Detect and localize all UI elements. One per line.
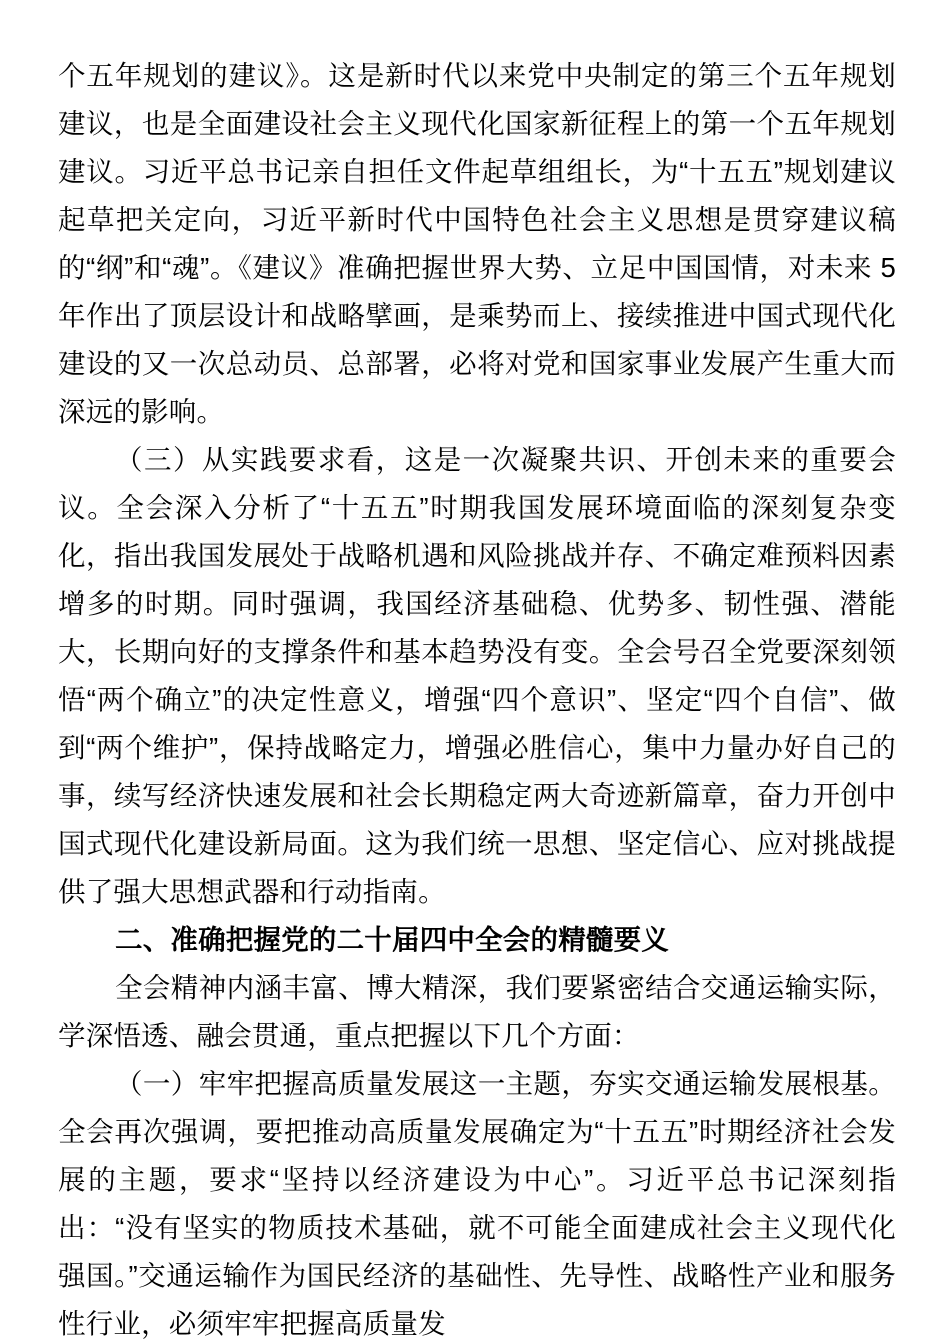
heading-section-two: 二、准确把握党的二十届四中全会的精髓要义 (115, 924, 669, 955)
document-text-body (58, 52, 896, 1344)
paragraph-spirit-intro: 全会精神内涵丰富、博大精深，我们要紧密结合交通运输实际，学深悟透、融会贯通，重点把握以下几个方面： (58, 972, 896, 1051)
paragraph-continuation-five-year-plan: 个五年规划的建议》。这是新时代以来党中央制定的第三个五年规划建议，也是全面建设社会主义现代化国家新征程上的第一个五年规划建议。习近平总书记亲自担任文件起草组组长，为“十五五”规划建议起草把关定向，习近平新时代中国特色社会主义思想是贯穿建议稿的“纲”和“魂”。《建议》准确把握世界大势、立足中国国情，对未来 5 年作出了顶层设计和战略擘画，是乘势而上、接续推进中国式现代化建设的又一次总动员、总部署，必将对党和国家事业发展产生重大而深远的影响。 (58, 60, 896, 427)
paragraph-section-one-high-quality: （一）牢牢把握高质量发展这一主题，夯实交通运输发展根基。全会再次强调，要把推动高质量发展确定为“十五五”时期经济社会发展的主题，要求“坚持以经济建设为中心”。习近平总书记深刻指出：“没有坚实的物质技术基础，就不可能全面建成社会主义现代化强国。”交通运输作为国民经济的基础性、先导性、战略性产业和服务性行业，必须牢牢把握高质量发 (58, 1068, 896, 1339)
paragraph-section-three-practice: （三）从实践要求看，这是一次凝聚共识、开创未来的重要会议。全会深入分析了“十五五”时期我国发展环境面临的深刻复杂变化，指出我国发展处于战略机遇和风险挑战并存、不确定难预料因素增多的时期。同时强调，我国经济基础稳、优势多、韧性强、潜能大，长期向好的支撑条件和基本趋势没有变。全会号召全党要深刻领悟“两个确立”的决定性意义，增强“四个意识”、坚定“四个自信”、做到“两个维护”，保持战略定力，增强必胜信心，集中力量办好自己的事，续写经济快速发展和社会长期稳定两大奇迹新篇章，奋力开创中国式现代化建设新局面。这为我们统一思想、坚定信心、应对挑战提供了强大思想武器和行动指南。 (58, 444, 896, 907)
